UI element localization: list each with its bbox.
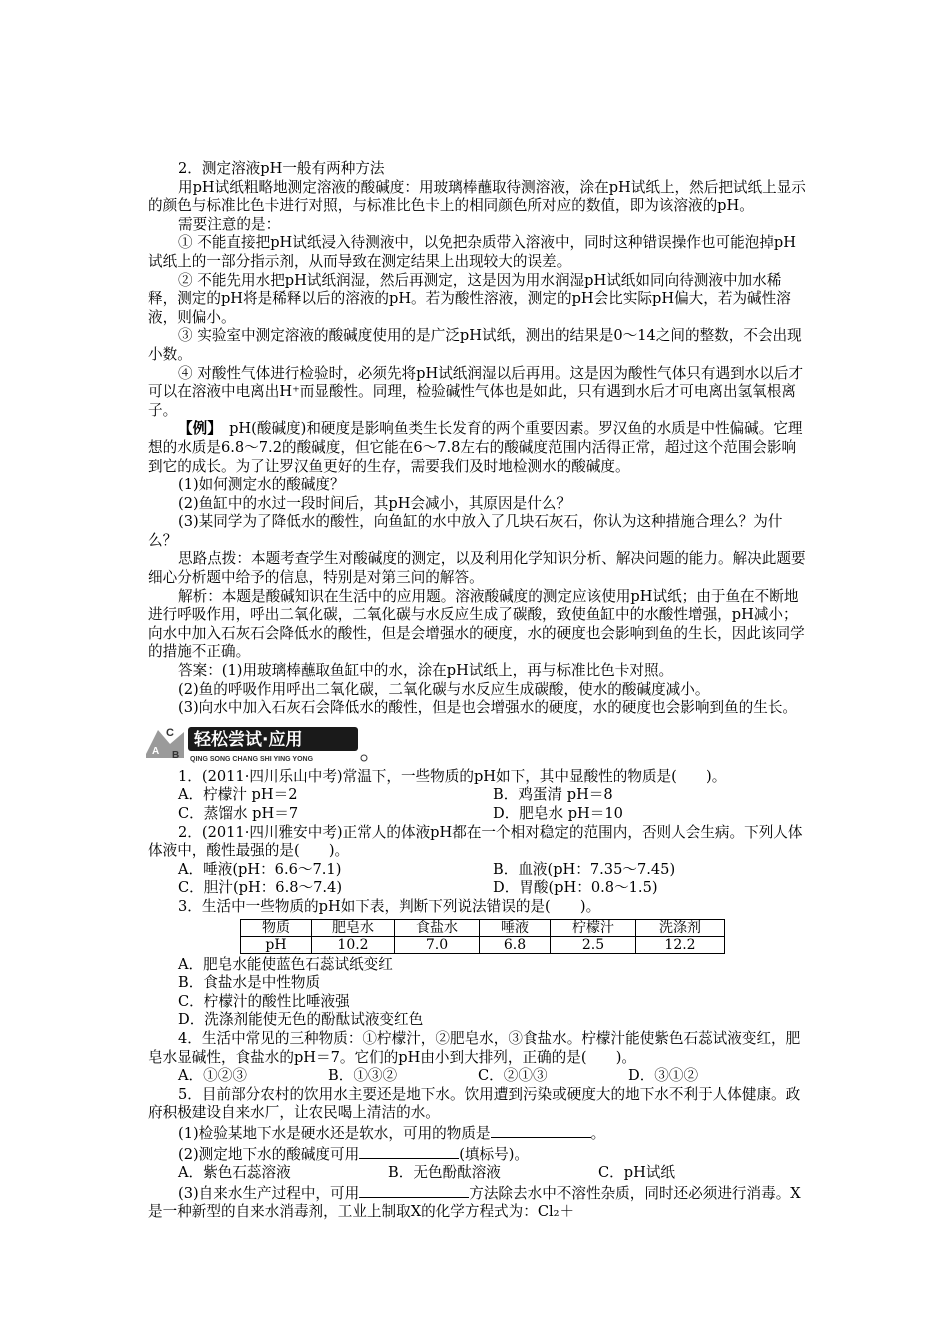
option: B．食盐水是中性物质 <box>178 974 321 992</box>
option: A．紫色石蕊溶液 <box>178 1164 291 1182</box>
banner-pinyin: QING SONG CHANG SHI YING YONG <box>190 755 314 763</box>
answer-blank[interactable] <box>359 1183 469 1198</box>
table-cell: pH <box>241 936 312 953</box>
table-cell: 6.8 <box>480 936 551 953</box>
question-3: 3．生活中一些物质的pH如下表，判断下列说法错误的是( )。 <box>178 897 601 915</box>
section-banner <box>144 724 808 764</box>
option: C．pH试纸 <box>598 1164 676 1182</box>
question-5-sub-2: (2)测定地下水的酸碱度可用 (填标号)。 <box>178 1145 529 1163</box>
table-cell: 洗涤剂 <box>636 919 725 936</box>
table-cell: 食盐水 <box>395 919 480 936</box>
example-answer: (3)向水中加入石灰石会降低水的酸性，但是也会增强水的硬度，水的硬度也会影响到鱼的生长。 <box>178 699 798 717</box>
option: A．唾液(pH：6.6～7.1) <box>178 860 342 878</box>
option: D．肥皂水 pH＝10 <box>493 805 623 822</box>
question-2-options-row <box>148 861 808 880</box>
question-5-sub-3: (3)自来水生产过程中，可用 方法除去水中不溶性杂质，同时还必须进行消毒。X是一种新型的自来水消毒剂，工业上制取X的化学方程式为：Cl₂＋ <box>148 1184 801 1221</box>
banner-letter-a: A <box>152 745 160 757</box>
answer-blank[interactable] <box>491 1123 591 1138</box>
question-1-options-row <box>148 786 808 805</box>
table-cell: 10.2 <box>312 936 395 953</box>
option: B．鸡蛋清 pH＝8 <box>493 786 613 804</box>
option: D．洗涤剂能使无色的酚酞试液变红色 <box>178 1011 424 1029</box>
option: B．①③② <box>328 1067 398 1085</box>
note-item: ④ 对酸性气体进行检验时，必须先将pH试纸润湿以后再用。这是因为酸性气体只有遇到水以后才可以在溶液中电离出H⁺而显酸性。同理，检验碱性气体也是如此，只有遇到水后才可电离出氢氧根离子。 <box>148 364 804 419</box>
option: C．柠檬汁的酸性比唾液强 <box>178 992 350 1010</box>
option: D．胃酸(pH：0.8～1.5) <box>493 879 658 897</box>
table-cell: 肥皂水 <box>312 919 395 936</box>
question-5-options-row <box>148 1164 808 1183</box>
question-5-sub-1: (1)检验某地下水是硬水还是软水，可用的物质是 。 <box>178 1124 606 1142</box>
question-2: 2．(2011·四川雅安中考)正常人的体液pH都在一个相对稳定的范围内，否则人会生病。下列人体体液中，酸性最强的是( )。 <box>148 823 803 860</box>
option: D．③①② <box>628 1067 699 1085</box>
banner-title: 轻松尝试·应用 <box>194 729 303 750</box>
example-stem: 【例】 pH(酸碱度)和硬度是影响鱼类生长发育的两个重要因素。罗汉鱼的水质是中性偏碱。它理想的水质是6.8～7.2的酸碱度，但它能在6～7.8左右的酸碱度范围内活得正常，超过这个范围会影响到它的成长。为了让罗汉鱼更好的生存，需要我们及时地检测水的酸碱度。 <box>148 420 803 475</box>
table-cell: 7.0 <box>395 936 480 953</box>
example-question: (1)如何测定水的酸碱度？ <box>178 476 345 494</box>
table-row <box>241 919 725 936</box>
example-question: (3)某同学为了降低水的酸性，向鱼缸的水中放入了几块石灰石，你认为这种措施合理么？为什么？ <box>148 513 783 549</box>
option: A．肥皂水能使蓝色石蕊试纸变红 <box>178 955 393 973</box>
question-1: 1．(2011·四川乐山中考)常温下，一些物质的pH如下，其中显酸性的物质是( )。 <box>178 767 727 785</box>
option: C．②①③ <box>478 1067 548 1085</box>
note-item: ② 不能先用水把pH试纸润湿，然后再测定，这是因为用水润湿pH试纸如同向待测液中加水稀释，测定的pH将是稀释以后的溶液的pH。若为酸性溶液，测定的pH会比实际pH偏大，若为碱性溶液，则偏小。 <box>148 271 791 326</box>
example-label: 【例】 <box>178 420 215 438</box>
option: B．血液(pH：7.35～7.45) <box>493 860 676 878</box>
banner-graphic <box>144 724 384 764</box>
table-cell: 柠檬汁 <box>551 919 636 936</box>
example-question: (2)鱼缸中的水过一段时间后，其pH会减小，其原因是什么？ <box>178 494 571 512</box>
table-cell: 2.5 <box>551 936 636 953</box>
note-item: ③ 实验室中测定溶液的酸碱度使用的是广泛pH试纸，测出的结果是0～14之间的整数，不会出现小数。 <box>148 327 802 363</box>
paragraph: 用pH试纸粗略地测定溶液的酸碱度：用玻璃棒蘸取待测溶液，涂在pH试纸上，然后把试纸上显示的颜色与标准比色卡进行对照，与标准比色卡上的相同颜色所对应的数值，即为该溶液的pH。 <box>148 178 806 215</box>
example-answer: 答案：(1)用玻璃棒蘸取鱼缸中的水，涂在pH试纸上，再与标准比色卡对照。 <box>178 662 674 680</box>
banner-dot <box>361 755 367 761</box>
question-4-options-row <box>148 1067 808 1086</box>
option: C．胆汁(pH：6.8～7.4) <box>178 879 343 897</box>
document-content <box>148 160 808 1222</box>
table-cell: 12.2 <box>636 936 725 953</box>
section-title: 2．测定溶液pH一般有两种方法 <box>178 160 385 177</box>
note-heading: 需要注意的是： <box>178 215 281 233</box>
option: A．①②③ <box>178 1067 247 1085</box>
example-hint: 思路点拨：本题考查学生对酸碱度的测定，以及利用化学知识分析、解决问题的能力。解决此题要细心分析题中给予的信息，特别是对第三问的解答。 <box>148 550 806 587</box>
example-answer: (2)鱼的呼吸作用呼出二氧化碳，二氧化碳与水反应生成碳酸，使水的酸碱度减小。 <box>178 680 710 698</box>
table-cell: 物质 <box>241 919 312 936</box>
note-item: ① 不能直接把pH试纸浸入待测液中，以免把杂质带入溶液中，同时这种错误操作也可能泡掉pH试纸上的一部分指示剂，从而导致在测定结果上出现较大的误差。 <box>148 234 796 270</box>
table-row <box>241 936 725 953</box>
question-5: 5．目前部分农村的饮用水主要还是地下水。饮用遭到污染或硬度大的地下水不利于人体健康。政府积极建设自来水厂，让农民喝上清洁的水。 <box>148 1085 801 1122</box>
answer-blank[interactable] <box>359 1144 459 1159</box>
example-analysis: 解析：本题是酸碱知识在生活中的应用题。溶液酸碱度的测定应该使用pH试纸；由于鱼在不断地进行呼吸作用，呼出二氧化碳，二氧化碳与水反应生成了碳酸，致使鱼缸中的水酸性增强，pH减小；向水中加入石灰石会降低水的酸性，但是会增强水的硬度，水的硬度也会影响到鱼的生长，因此该同学的措施不正确。 <box>148 587 805 661</box>
ph-table <box>240 919 725 954</box>
option: B．无色酚酞溶液 <box>388 1164 501 1182</box>
question-1-options-row <box>148 805 808 824</box>
banner-letter-b: B <box>172 749 180 761</box>
question-4: 4．生活中常见的三种物质：①柠檬汁，②肥皂水，③食盐水。柠檬汁能使紫色石蕊试液变红，肥皂水显碱性，食盐水的pH＝7。它们的pH由小到大排列，正确的是( )。 <box>148 1029 801 1066</box>
question-2-options-row <box>148 879 808 898</box>
option: A．柠檬汁 pH＝2 <box>178 786 298 804</box>
option: C．蒸馏水 pH＝7 <box>178 805 299 822</box>
table-cell: 唾液 <box>480 919 551 936</box>
banner-letter-c: C <box>166 726 174 739</box>
